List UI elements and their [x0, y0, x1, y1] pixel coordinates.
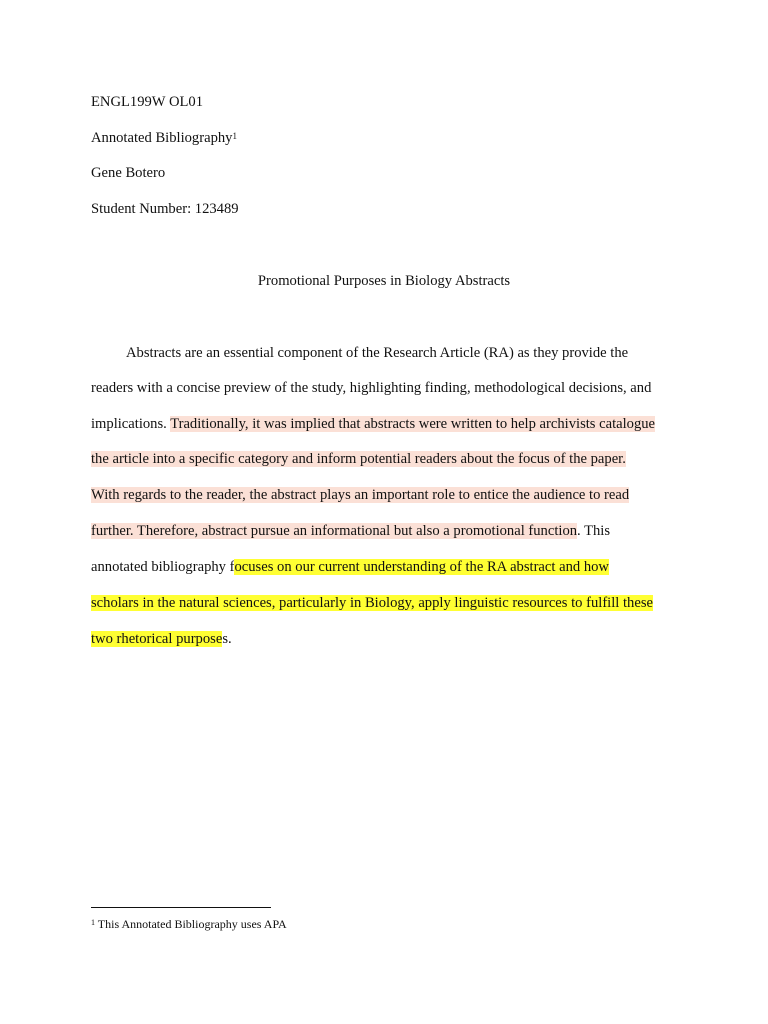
body-text-span: readers with a concise preview of the study, highlighting finding, methodological decisions, and	[91, 380, 652, 396]
body-line	[91, 447, 626, 471]
highlighted-text-yellow: ocuses on our current understanding of the RA abstract and how	[234, 559, 609, 575]
body-line	[91, 519, 610, 543]
body-line	[126, 341, 628, 365]
footnote-divider	[91, 907, 271, 908]
document-type	[91, 129, 237, 147]
student-number: Student Number: 123489	[91, 201, 239, 217]
highlighted-text-pink: With regards to the reader, the abstract plays an important role to entice the audience to read	[91, 487, 630, 503]
body-line	[91, 555, 609, 579]
footnote-reference: 1	[232, 131, 237, 141]
body-text-span: annotated bibliography f	[91, 559, 235, 575]
body-text-span: . This	[577, 523, 611, 539]
highlighted-text-yellow: scholars in the natural sciences, particularly in Biology, apply linguistic resources to fulfill these	[91, 595, 653, 611]
document-type-text: Annotated Bibliography	[91, 130, 233, 146]
body-line	[91, 483, 629, 507]
body-line	[91, 627, 232, 651]
highlighted-text-pink: the article into a specific category and inform potential readers about the focus of the paper.	[91, 451, 626, 467]
paper-title: Promotional Purposes in Biology Abstracts	[257, 273, 511, 289]
body-text-span: s.	[222, 631, 232, 647]
footnote-marker: 1	[91, 918, 95, 927]
body-line	[91, 591, 653, 615]
footnote	[91, 916, 287, 932]
body-text-span: implications.	[91, 416, 171, 432]
highlighted-text-pink: further. Therefore, abstract pursue an informational but also a promotional function	[91, 523, 578, 539]
highlighted-text-yellow: two rhetorical purpose	[91, 631, 223, 647]
body-line	[91, 412, 655, 436]
highlighted-text-pink: Traditionally, it was implied that abstracts were written to help archivists catalogue	[170, 416, 656, 432]
body-text-span: Abstracts are an essential component of the Research Article (RA) as they provide the	[126, 345, 629, 361]
body-line	[91, 376, 651, 400]
course-code: ENGL199W OL01	[91, 94, 204, 110]
footnote-text: This Annotated Bibliography uses APA	[95, 917, 287, 931]
author-name: Gene Botero	[91, 165, 166, 181]
